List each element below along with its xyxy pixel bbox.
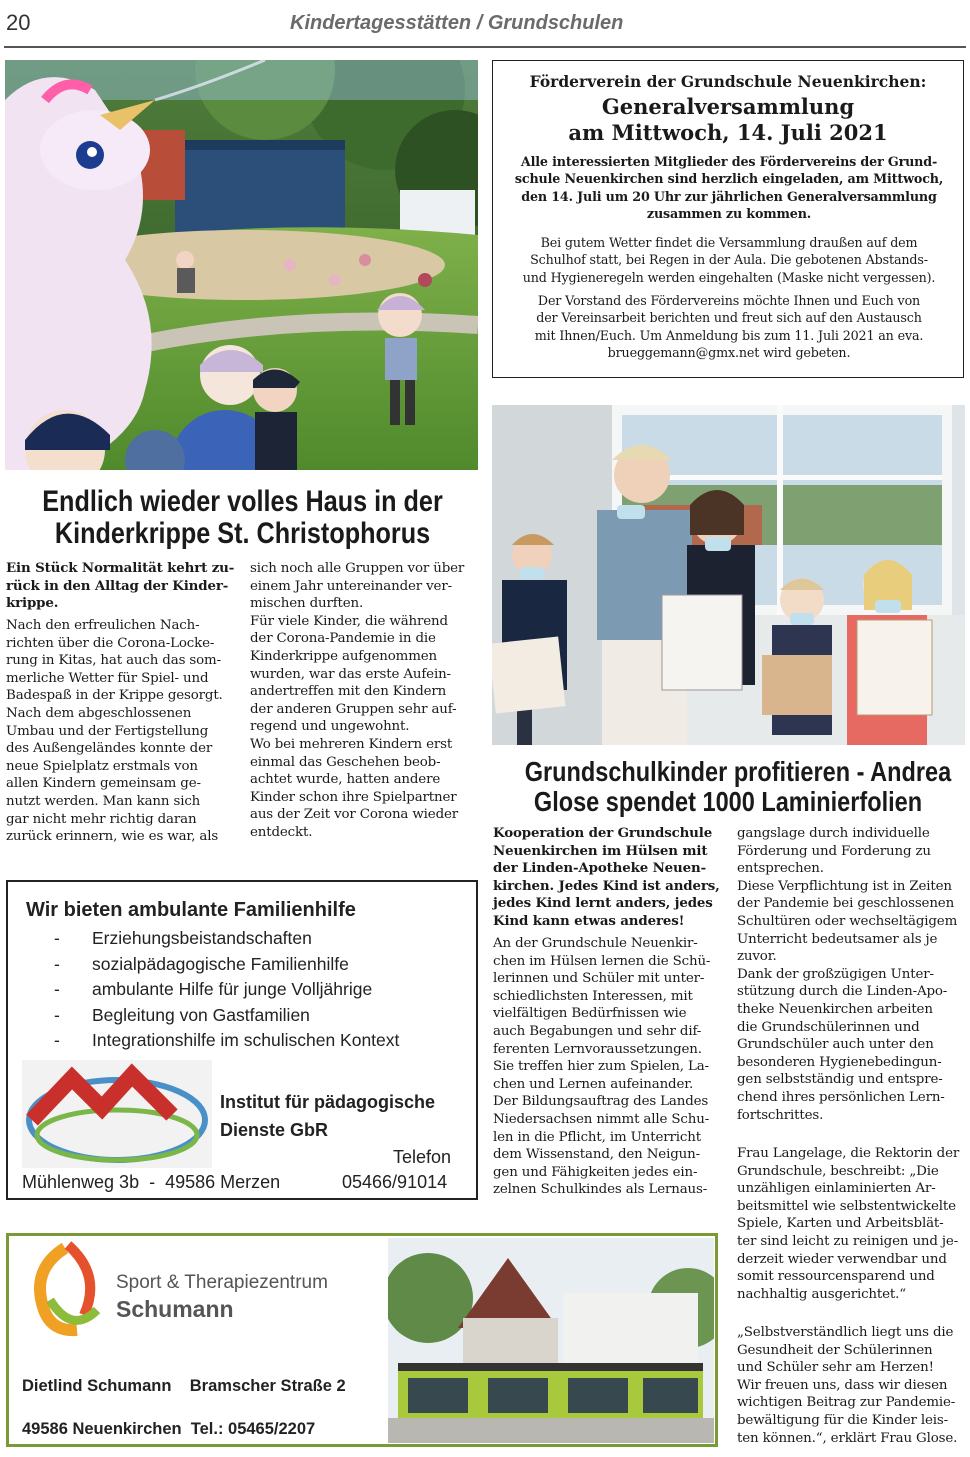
article2-lead: Kooperation der Grundschule Neuenkirchen im Hülsen mit der Linden-Apotheke Neuen- kirchen. Jedes Kind ist anders, jedes Kind lernt anders, jedes Kind kann etwas anderes! (493, 825, 720, 929)
schumann-brand-line2: Schumann (116, 1296, 234, 1322)
school-photo (492, 405, 965, 745)
article2-col1: An der Grundschule Neuenkir- chen im Hülsen lernen die Schü- lerinnen und Schüler mit unter- schiedlichsten Interessen, mit vielfältigen Bedürfnissen wie auch Begabungen und sehr dif- ferenten Lernvoraussetzungen. Sie treffen hier zum Spielen, La- chen und Lernen aufeinander. Der Bildungsauftrag des Landes Niedersachsen nimmt alle Schu- len in die Pflicht, im Unterricht dem Wissenstand, den Neigun- gen und Fähigkeiten jedes ein- zelnen Schulkindes als Lernaus- (493, 936, 711, 1198)
notice-para2: Der Vorstand des Fördervereins möchte Ihnen und Euch von der Vereinsarbeit berichten und freut sich auf den Austausch mit Ihnen/Euch. Um Anmeldung bis zum 11. Juli 2021 an eva. brueggemann@gmx.net wird gebeten. (534, 293, 924, 360)
list-item: - ambulante Hilfe für junge Volljährige (54, 979, 373, 999)
ad1-heading: Wir bieten ambulante Familienhilfe (26, 899, 356, 921)
institute-name-line2: Dienste GbR (220, 1120, 329, 1140)
article2-headline-line1: Grundschulkinder profitieren - Andrea (524, 756, 952, 787)
building-photo (388, 1238, 714, 1443)
ad1-list (54, 928, 464, 1056)
list-item: - Begleitung von Gastfamilien (54, 1004, 310, 1025)
article1-lead: Ein Stück Normalität kehrt zu- rück in den Alltag der Kinder- krippe. (6, 560, 235, 612)
ad1-phone: 05466/91014 (342, 1172, 448, 1192)
article1-headline-line2: Kinderkrippe St. Christophorus (54, 517, 431, 550)
ad1-address: Mühlenweg 3b - 49586 Merzen (22, 1172, 281, 1192)
article1-col2: sich noch alle Gruppen vor über einem Jahr untereinander ver- mischen durften. Für viele Kinder, die während der Corona-Pandemie in die Kinderkrippe aufgenommen wurden, war das erste Aufein- andertreffen mit den Kindern der anderen Gruppen sehr auf- regend und ungewohnt. Wo bei mehreren Kindern erst einmal das Geschehen beob- achtet wurde, hatten andere Kinder schon ihre Spielpartner aus der Zeit vor Corona wieder entdeckt. (250, 561, 465, 840)
list-item: - Integrationshilfe im schulischen Kontext (54, 1030, 400, 1050)
article2-col2c: „Selbstverständlich liegt uns die Gesundheit der Schülerinnen und Schüler sehr am Herzen! Wir freuen uns, dass wir diesen wichtigen Beitrag zur Pandemie- bewältigung für die Kinder leis- ten können.“, erklärt Frau Glose. (737, 1325, 958, 1446)
schumann-contact-line1: Dietlind Schumann Bramscher Straße 2 (22, 1377, 346, 1395)
notice-title-line2: am Mittwoch, 14. Juli 2021 (568, 120, 888, 145)
phone-label: Telefon (393, 1147, 452, 1167)
article1-headline-line1: Endlich wieder volles Haus in der (42, 485, 443, 518)
list-item: - sozialpädagogische Familienhilfe (54, 953, 349, 974)
article2-headline-line2: Glose spendet 1000 Laminierfolien (533, 786, 923, 817)
notice-para1: Bei gutem Wetter findet die Versammlung draußen auf dem Schulhof statt, bei Regen in der Aula. Die gebotenen Abstands- und Hygieneregeln werden eingehalten (Maske nicht vergessen). (522, 235, 936, 285)
institute-logo (22, 1060, 212, 1168)
header-rule (4, 46, 966, 48)
playground-photo (5, 60, 478, 470)
article2-col2a: gangslage durch individuelle Förderung und Forderung zu entsprechen. Diese Verpflichtung ist in Zeiten der Pandemie bei geschlossenen Schultüren oder wechseltägigem Unterricht bedeutsamer als je zuvor. Dank der großzügigen Unter- stützung durch die Linden-Apo- theke Neuenkirchen arbeiten die Grundschülerinnen und Grundschüler auch unter den besonderen Hygienebedingun- gen selbstständig und entspre- chend ihres persönlichen Lern- fortschrittes. (737, 826, 958, 1123)
article2-col2b: Frau Langelage, die Rektorin der Grundschule, beschreibt: „Die unzähligen einlaminierten Ar- beitsmittel wie selbstentwickelte Spiele, Karten und Arbeitsblät- ter sind leicht zu reinigen und je- derzeit wieder verwendbar und somit ressourcensparend und nachhaltig ausgerichtet.“ (737, 1146, 960, 1302)
schumann-contact-line2: 49586 Neuenkirchen Tel.: 05465/2207 (22, 1420, 316, 1438)
notice-org: Förderverein der Grundschule Neuenkirchen: (529, 72, 927, 91)
schumann-brand-line1: Sport & Therapiezentrum (116, 1272, 328, 1293)
notice-title-line1: Generalversammlung (601, 94, 855, 119)
page-number: 20 (6, 10, 31, 35)
section-title: Kindertagesstätten / Grundschulen (290, 12, 624, 34)
schumann-logo (22, 1240, 108, 1340)
list-item: - Erziehungsbeistandschaften (54, 928, 312, 948)
article1-col1: Nach den erfreulichen Nach- richten über die Corona-Locke- rung in Kitas, hat auch das som- merliche Wetter für Spiel- und Badespaß in der Krippe gesorgt. Nach dem abgeschlossenen Umbau und der Fertigstellung des Außengeländes konnte der neue Spielplatz erstmals von allen Kindern gemeinsam ge- nutzt werden. Man kann sich gar nicht mehr richtig daran zurück erinnern, wie es war, als (6, 618, 223, 845)
institute-name-line1: Institut für pädagogische (220, 1092, 436, 1112)
notice-lead: Alle interessierten Mitglieder des Fördervereins der Grund- schule Neuenkirchen sind herzlich eingeladen, am Mittwoch, den 14. Juli um 20 Uhr zur jährlichen Generalversammlung zusammen zu kommen. (514, 154, 944, 221)
